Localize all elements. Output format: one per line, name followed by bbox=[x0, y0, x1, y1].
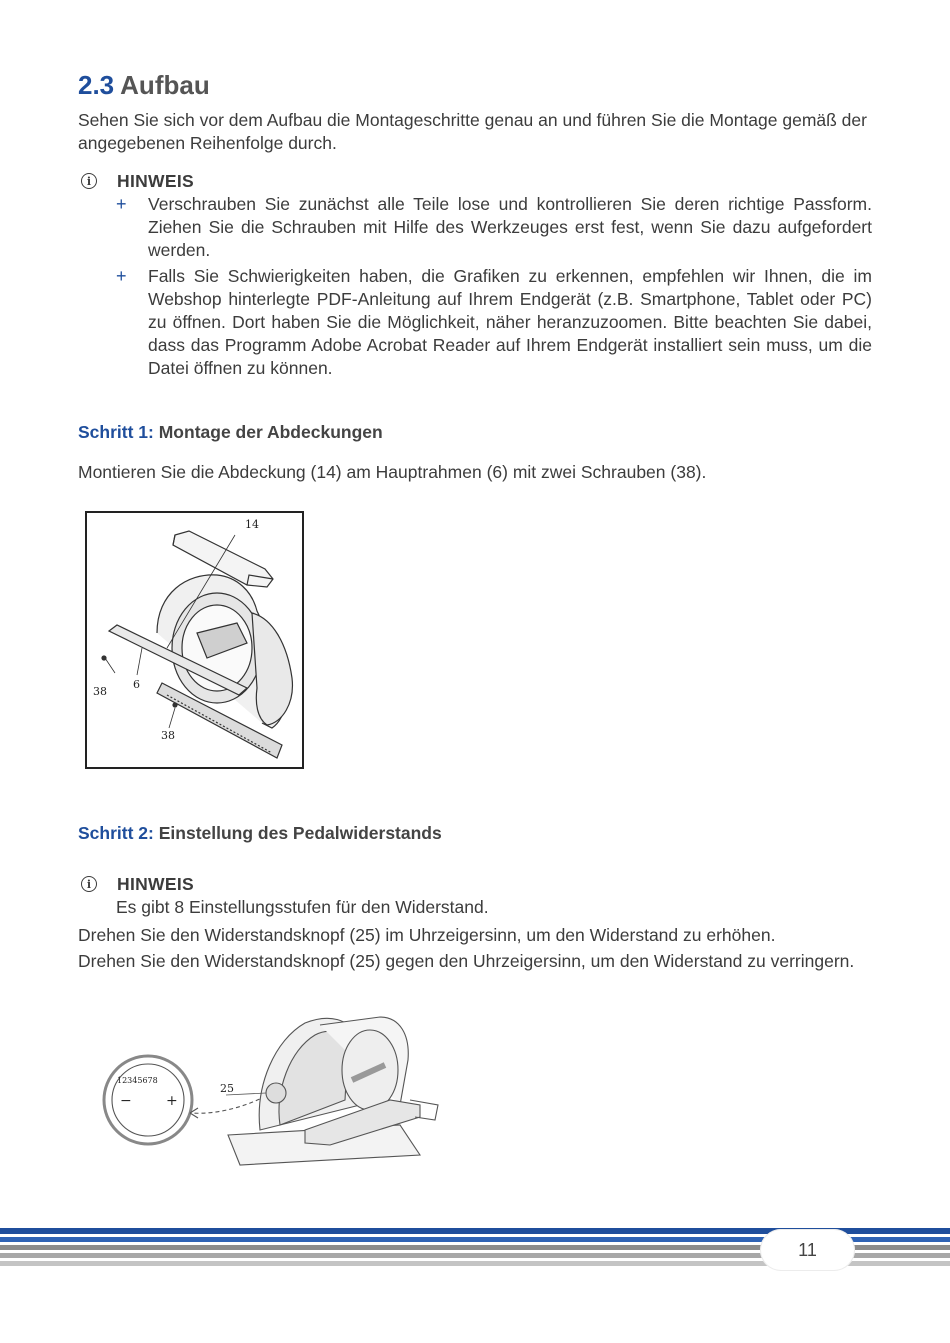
plus-icon: + bbox=[116, 266, 127, 286]
figure-cover-assembly bbox=[85, 511, 304, 769]
step2-title: Einstellung des Pedalwiderstands bbox=[158, 823, 442, 843]
section-title: Aufbau bbox=[120, 70, 210, 100]
hint-text: Es gibt 8 Einstellungsstufen für den Widerstand. bbox=[116, 897, 489, 917]
info-icon: i bbox=[81, 173, 97, 189]
label-part-14: 14 bbox=[245, 518, 259, 531]
hint-box-1 bbox=[78, 169, 872, 380]
figure-resistance-knob bbox=[90, 1005, 450, 1180]
dial-minus: − bbox=[120, 1093, 132, 1109]
step1-instruction: Montieren Sie die Abdeckung (14) am Hauptrahmen (6) mit zwei Schrauben (38). bbox=[78, 462, 707, 482]
intro-paragraph: Sehen Sie sich vor dem Aufbau die Montageschritte genau an und führen Sie die Montage gemäß der angegebenen Reihenfolge durch. bbox=[78, 110, 867, 153]
label-part-38: 38 bbox=[93, 685, 107, 698]
bullet-text: Verschrauben Sie zunächst alle Teile lose und kontrollieren Sie deren richtige Passform. Ziehen Sie die Schrauben mit Hilfe des Werkzeuges erst fest, wenn Sie dazu aufgefordert werden. bbox=[148, 194, 872, 260]
hint-box-2 bbox=[78, 872, 872, 919]
list-item bbox=[78, 193, 872, 262]
label-part-38: 38 bbox=[161, 729, 175, 742]
dial-plus: + bbox=[166, 1093, 178, 1109]
plus-icon: + bbox=[116, 194, 127, 214]
resistance-knob-illustration bbox=[90, 1005, 450, 1180]
section-heading bbox=[78, 68, 872, 102]
step2-instruction-decrease: Drehen Sie den Widerstandsknopf (25) gegen den Uhrzeigersinn, um den Widerstand zu verringern. bbox=[78, 951, 855, 971]
cover-assembly-illustration bbox=[87, 513, 302, 767]
hint-bullets bbox=[78, 193, 872, 380]
hint-title: HINWEIS bbox=[117, 170, 194, 191]
hint-title: HINWEIS bbox=[117, 873, 194, 894]
list-item bbox=[78, 265, 872, 380]
step2-section bbox=[78, 823, 872, 973]
label-part-25: 25 bbox=[220, 1082, 234, 1095]
section-number: 2.3 bbox=[78, 70, 115, 100]
step2-heading bbox=[78, 823, 872, 844]
step1-title: Montage der Abdeckungen bbox=[158, 422, 383, 442]
dial-scale: 12345678 bbox=[117, 1076, 158, 1085]
info-icon: i bbox=[81, 876, 97, 892]
label-part-6: 6 bbox=[133, 678, 140, 691]
page-content bbox=[78, 68, 872, 484]
step1-heading bbox=[78, 422, 872, 443]
page-number: 11 bbox=[760, 1229, 855, 1271]
step1-label: Schritt 1: bbox=[78, 422, 154, 442]
step2-label: Schritt 2: bbox=[78, 823, 154, 843]
step2-instruction-increase: Drehen Sie den Widerstandsknopf (25) im Uhrzeigersinn, um den Widerstand zu erhöhen. bbox=[78, 925, 776, 945]
bullet-text: Falls Sie Schwierigkeiten haben, die Grafiken zu erkennen, empfehlen wir Ihnen, die im Webshop hinterlegte PDF-Anleitung auf Ihrem Endgerät (z.B. Smartphone, Tablet oder PC) zu öffnen. Dort haben Sie die Möglichkeit, näher heranzuzoomen. Bitte beachten Sie dabei, dass das Programm Adobe Acrobat Reader auf Ihrem Endgerät installiert sein muss, um die Datei öffnen zu können. bbox=[148, 266, 872, 378]
hint-header bbox=[78, 872, 872, 896]
hint-header bbox=[78, 169, 872, 193]
